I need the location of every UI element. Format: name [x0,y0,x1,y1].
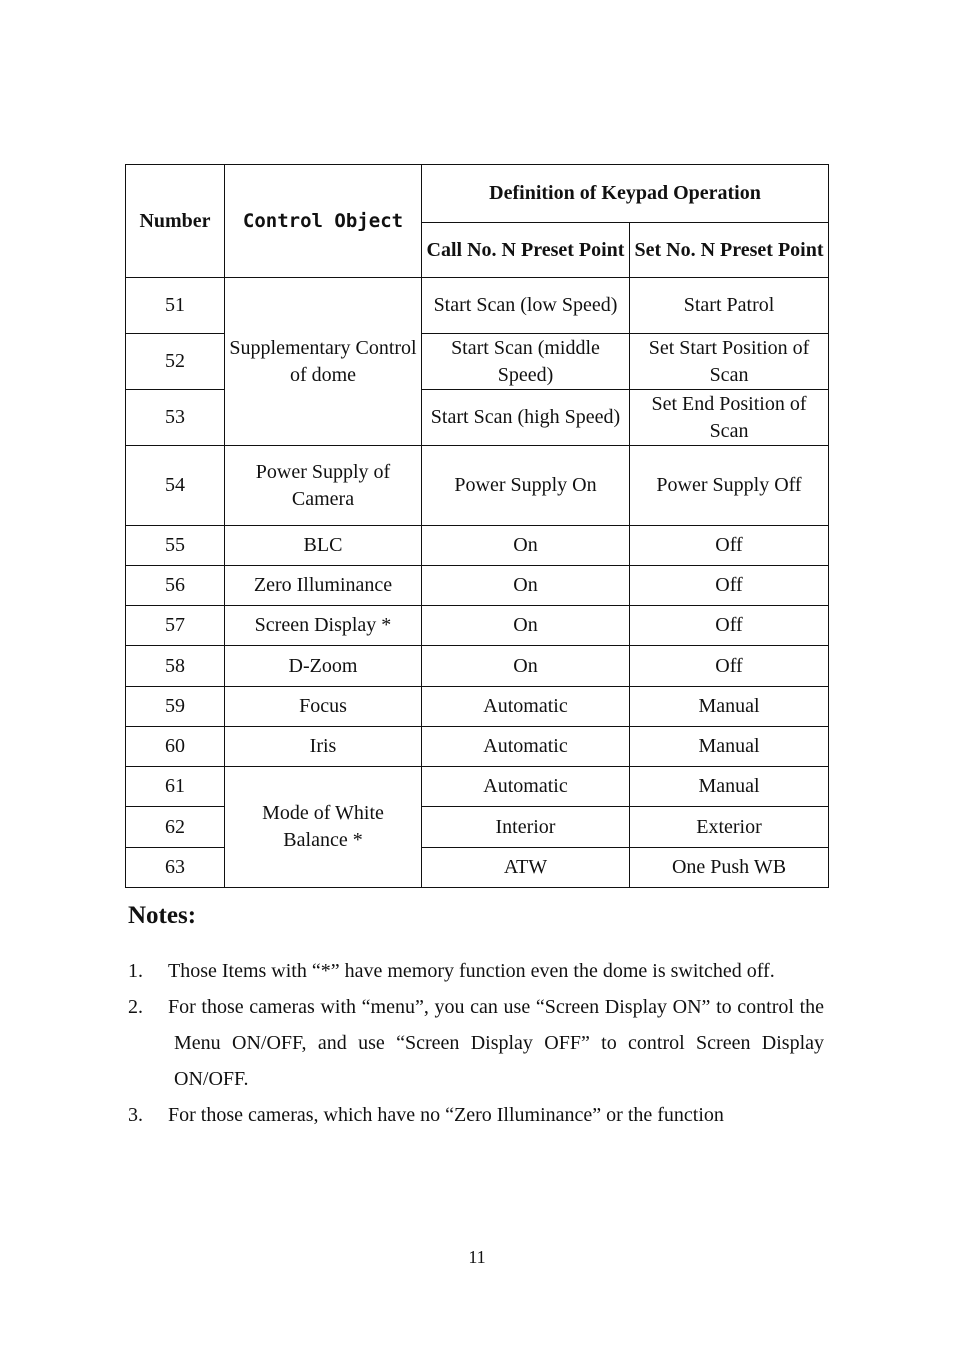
row-call-operation: On [422,526,630,566]
row-number: 62 [126,807,225,848]
row-control-object: Power Supply of Camera [225,446,422,526]
keypad-operation-table [125,164,829,888]
row-call-operation: Start Scan (middle Speed) [422,334,630,390]
row-call-operation: Automatic [422,767,630,807]
table-row [126,727,829,767]
row-control-object: Zero Illuminance [225,566,422,606]
row-call-operation: Start Scan (low Speed) [422,278,630,334]
row-number: 55 [126,526,225,566]
notes-list [128,953,824,1133]
note-text: For those cameras, which have no “Zero Illuminance” or the function [168,1104,724,1126]
row-number: 63 [126,848,225,888]
row-number: 51 [126,278,225,334]
row-control-object: Iris [225,727,422,767]
row-set-operation: One Push WB [630,848,829,888]
table-row [126,767,829,807]
row-set-operation: Manual [630,727,829,767]
row-control-object: Focus [225,687,422,727]
note-number: 1. [128,960,143,982]
note-text: Those Items with “*” have memory function even the dome is switched off. [168,960,775,982]
row-call-operation: ATW [422,848,630,888]
header-control-object: Control Object [225,165,422,278]
row-set-operation: Set End Position of Scan [630,390,829,446]
table-row [126,278,829,334]
row-set-operation: Power Supply Off [630,446,829,526]
row-call-operation: Power Supply On [422,446,630,526]
row-control-object: Mode of White Balance * [225,767,422,888]
note-number: 3. [128,1104,143,1126]
row-control-object: D-Zoom [225,646,422,687]
row-call-operation: On [422,606,630,646]
row-set-operation: Start Patrol [630,278,829,334]
row-set-operation: Manual [630,767,829,807]
row-call-operation: On [422,646,630,687]
table-row [126,687,829,727]
list-item [128,989,824,1097]
row-number: 54 [126,446,225,526]
row-number: 56 [126,566,225,606]
row-number: 59 [126,687,225,727]
table-row [126,566,829,606]
row-number: 60 [126,727,225,767]
table-row [126,646,829,687]
table-row [126,446,829,526]
row-number: 52 [126,334,225,390]
row-set-operation: Off [630,566,829,606]
row-control-object: Screen Display * [225,606,422,646]
row-number: 58 [126,646,225,687]
row-set-operation: Manual [630,687,829,727]
row-number: 61 [126,767,225,807]
row-set-operation: Off [630,606,829,646]
table-row [126,526,829,566]
row-number: 53 [126,390,225,446]
table-row [126,606,829,646]
row-set-operation: Set Start Position of Scan [630,334,829,390]
list-item [128,1097,824,1133]
row-call-operation: Start Scan (high Speed) [422,390,630,446]
row-control-object: Supplementary Control of dome [225,278,422,446]
row-set-operation: Off [630,526,829,566]
note-number: 2. [128,996,143,1018]
row-number: 57 [126,606,225,646]
row-call-operation: Automatic [422,687,630,727]
page-number: 11 [468,1247,486,1267]
notes-title: Notes: [128,902,197,929]
row-call-operation: Automatic [422,727,630,767]
header-definition: Definition of Keypad Operation [422,165,829,223]
header-call-preset: Call No. N Preset Point [422,223,630,278]
header-number: Number [126,165,225,278]
note-text: For those cameras with “menu”, you can use “Screen Display ON” to control the Menu ON/OFF, and use “Screen Display OFF” to control Screen Display ON/OFF. [168,996,824,1090]
row-control-object: BLC [225,526,422,566]
row-call-operation: On [422,566,630,606]
row-set-operation: Exterior [630,807,829,848]
row-set-operation: Off [630,646,829,687]
header-set-preset: Set No. N Preset Point [630,223,829,278]
row-call-operation: Interior [422,807,630,848]
list-item [128,953,824,989]
